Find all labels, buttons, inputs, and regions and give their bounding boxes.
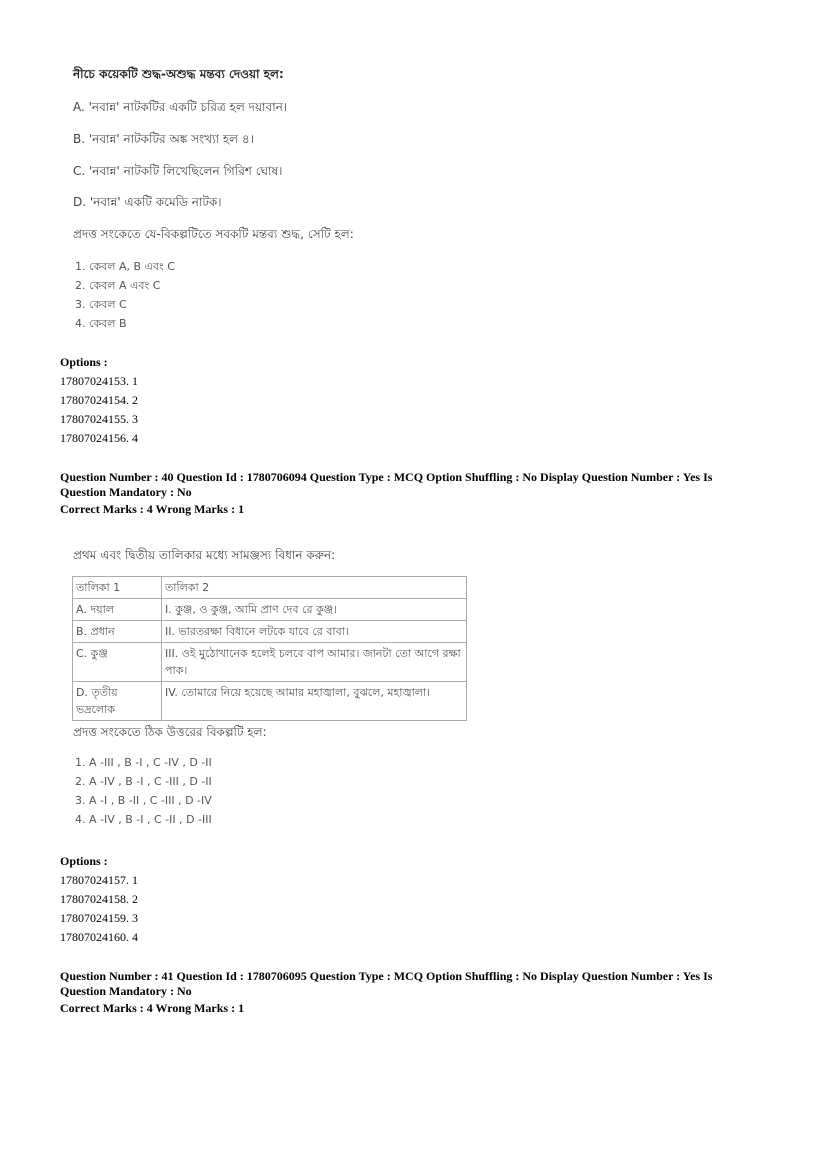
q39-heading: নীচে কয়েকটি শুদ্ধ-অশুদ্ধ মন্তব্য দেওয়া হল: [73, 67, 284, 81]
table-cell-list2: II. ভারতরক্ষা বিধানে লটকে যাবে রে বাবা। [162, 621, 467, 643]
q39-statement-d: D. 'নবান্ন' একটি কমেডি নাটক। [73, 195, 222, 209]
q40-option-1: 17807024157. 1 [60, 873, 138, 887]
table-cell-list1: A. দয়াল [73, 599, 162, 621]
table-cell-list1: C. কুঞ্জ [73, 643, 162, 682]
q39-option-2: 17807024154. 2 [60, 393, 138, 407]
q39-choice-1: 1. কেবল A, B এবং C [75, 260, 175, 273]
q40-choice-2: 2. A -IV , B -I , C -III , D -II [75, 775, 212, 788]
table-header-1: তালিকা 1 [73, 577, 162, 599]
q39-option-3: 17807024155. 3 [60, 412, 138, 426]
q40-heading: প্রথম এবং দ্বিতীয় তালিকার মধ্যে সামঞ্জস্য বিধান করুন: [73, 548, 336, 562]
q39-prompt: প্রদত্ত সংকেতে যে-বিকল্পটিতে সবকটি মন্তব্য শুদ্ধ, সেটি হল: [73, 227, 354, 241]
table-row [73, 643, 467, 682]
table-cell-list2: I. কুঞ্জ, ও কুঞ্জ, আমি প্রাণ দেব রে কুঞ্জ। [162, 599, 467, 621]
q40-prompt: প্রদত্ত সংকেতে ঠিক উত্তরের বিকল্পটি হল: [73, 725, 267, 739]
q39-choice-2: 2. কেবল A এবং C [75, 279, 161, 292]
table-row [73, 682, 467, 721]
q40-meta-line-1: Question Number : 40 Question Id : 1780706094 Question Type : MCQ Option Shuffling : No Display Question Number : Yes Is [60, 470, 713, 484]
q39-statement-b: B. 'নবান্ন' নাটকটির অঙ্ক সংখ্যা হল ৪। [73, 132, 255, 146]
q39-statement-a: A. 'নবান্ন' নাটকটির একটি চরিত্র হল দয়াবান। [73, 100, 288, 114]
q41-marks: Correct Marks : 4 Wrong Marks : 1 [60, 1001, 245, 1015]
q39-choice-3: 3. কেবল C [75, 298, 127, 311]
table-cell-list2: III. ওই মুঠোখানেক হলেই চলবে বাপ আমার। জানটা তো আগে রক্ষা পাক। [162, 643, 467, 682]
q40-option-3: 17807024159. 3 [60, 911, 138, 925]
q39-option-1: 17807024153. 1 [60, 374, 138, 388]
table-cell-list2: IV. তোমারে নিয়ে হয়েছে আমার মহাজ্বালা, বুঝলে, মহাজ্বালা। [162, 682, 467, 721]
q40-options-label: Options : [60, 854, 108, 868]
q40-choice-4: 4. A -IV , B -I , C -II , D -III [75, 813, 212, 826]
q39-options-label: Options : [60, 355, 108, 369]
table-row [73, 599, 467, 621]
q39-option-4: 17807024156. 4 [60, 431, 138, 445]
table-cell-list1: B. প্রধান [73, 621, 162, 643]
q40-choice-3: 3. A -I , B -II , C -III , D -IV [75, 794, 212, 807]
q41-meta-line-2: Question Mandatory : No [60, 984, 192, 998]
q39-statement-c: C. 'নবান্ন' নাটকটি লিখেছিলেন গিরিশ ঘোষ। [73, 164, 283, 178]
table-cell-list1: D. তৃতীয় ভদ্রলোক [73, 682, 162, 721]
q39-choice-4: 4. কেবল B [75, 317, 127, 330]
q40-option-4: 17807024160. 4 [60, 930, 138, 944]
q40-marks: Correct Marks : 4 Wrong Marks : 1 [60, 502, 245, 516]
q40-meta-line-2: Question Mandatory : No [60, 485, 192, 499]
q40-option-2: 17807024158. 2 [60, 892, 138, 906]
table-header-2: তালিকা 2 [162, 577, 467, 599]
table-header-row [73, 577, 467, 599]
match-table [72, 576, 467, 721]
table-row [73, 621, 467, 643]
q41-meta-line-1: Question Number : 41 Question Id : 1780706095 Question Type : MCQ Option Shuffling : No Display Question Number : Yes Is [60, 969, 713, 983]
q41-meta [60, 969, 760, 1016]
q40-choice-1: 1. A -III , B -I , C -IV , D -II [75, 756, 212, 769]
q40-meta [60, 470, 760, 517]
